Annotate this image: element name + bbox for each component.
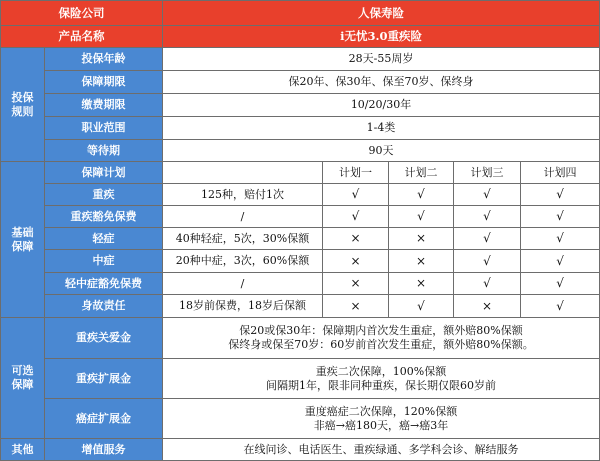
plan-4-mark: √ bbox=[521, 295, 600, 318]
plan-3-mark: √ bbox=[454, 184, 521, 206]
plan-3-mark: √ bbox=[454, 228, 521, 250]
plan-2-mark: √ bbox=[389, 184, 454, 206]
rule-label-term: 保障期限 bbox=[45, 71, 163, 94]
plan-1-mark: √ bbox=[323, 206, 389, 228]
plan-1-mark: × bbox=[323, 295, 389, 318]
basic-label: 重疾豁免保费 bbox=[45, 206, 163, 228]
optional-label: 重疾扩展金 bbox=[45, 359, 163, 399]
plan-3-mark: √ bbox=[454, 206, 521, 228]
plan-1-mark: × bbox=[323, 228, 389, 250]
basic-label: 轻中症豁免保费 bbox=[45, 273, 163, 295]
group-insure-rules-text: 投保规则 bbox=[11, 90, 34, 118]
basic-desc: 20种中症，3次，60%保额 bbox=[163, 250, 323, 273]
plan-header-row bbox=[1, 162, 600, 184]
basic-desc: / bbox=[163, 206, 323, 228]
basic-row-critical bbox=[1, 184, 600, 206]
plan-1-mark: √ bbox=[323, 184, 389, 206]
optional-line-2: 保终身或保至70岁：60岁前首次发生重症，额外赔80%保额。 bbox=[228, 338, 534, 351]
plan-3-mark: × bbox=[454, 295, 521, 318]
plan-4-header: 计划四 bbox=[521, 162, 600, 184]
company-value: 人保寿险 bbox=[163, 1, 600, 26]
rule-label-payment: 缴费期限 bbox=[45, 94, 163, 117]
plan-1-header: 计划一 bbox=[323, 162, 389, 184]
product-row bbox=[1, 26, 600, 48]
group-other: 其他 bbox=[1, 439, 45, 461]
basic-row-mild-waiver bbox=[1, 273, 600, 295]
rule-label-waiting: 等待期 bbox=[45, 140, 163, 162]
optional-desc bbox=[163, 359, 600, 399]
rule-value-term: 保20年、保30年、保至70岁、保终身 bbox=[163, 71, 600, 94]
basic-desc: / bbox=[163, 273, 323, 295]
plan-2-header: 计划二 bbox=[389, 162, 454, 184]
group-insure-rules bbox=[1, 48, 45, 162]
basic-row-mild bbox=[1, 228, 600, 250]
basic-row-moderate bbox=[1, 250, 600, 273]
other-value: 在线问诊、电话医生、重疾绿通、多学科会诊、解结服务 bbox=[163, 439, 600, 461]
basic-desc: 125种，赔付1次 bbox=[163, 184, 323, 206]
rule-row-occupation bbox=[1, 117, 600, 140]
company-label: 保险公司 bbox=[1, 1, 163, 26]
rule-row-payment bbox=[1, 94, 600, 117]
rule-value-age: 28天-55周岁 bbox=[163, 48, 600, 71]
rule-row-age bbox=[1, 48, 600, 71]
plan-4-mark: √ bbox=[521, 250, 600, 273]
plan-3-mark: √ bbox=[454, 250, 521, 273]
plan-3-mark: √ bbox=[454, 273, 521, 295]
basic-label: 身故责任 bbox=[45, 295, 163, 318]
plan-header-blank bbox=[163, 162, 323, 184]
plan-2-mark: × bbox=[389, 228, 454, 250]
plan-2-mark: √ bbox=[389, 295, 454, 318]
group-optional-text: 可选保障 bbox=[11, 364, 34, 391]
rule-value-occupation: 1-4类 bbox=[163, 117, 600, 140]
basic-row-death bbox=[1, 295, 600, 318]
basic-desc: 18岁前保费，18岁后保额 bbox=[163, 295, 323, 318]
rule-value-waiting: 90天 bbox=[163, 140, 600, 162]
optional-desc bbox=[163, 399, 600, 439]
basic-label: 轻症 bbox=[45, 228, 163, 250]
optional-label: 重疾关爱金 bbox=[45, 318, 163, 359]
optional-row-expand bbox=[1, 359, 600, 399]
rule-row-waiting bbox=[1, 140, 600, 162]
rule-row-term bbox=[1, 71, 600, 94]
optional-desc bbox=[163, 318, 600, 359]
plan-4-mark: √ bbox=[521, 228, 600, 250]
plan-4-mark: √ bbox=[521, 206, 600, 228]
other-row bbox=[1, 439, 600, 461]
optional-line-1: 重疾二次保障，100%保额 bbox=[315, 364, 447, 378]
basic-row-critical-waiver bbox=[1, 206, 600, 228]
plan-2-mark: × bbox=[389, 273, 454, 295]
plan-header-label: 保障计划 bbox=[45, 162, 163, 184]
product-label: 产品名称 bbox=[1, 26, 163, 48]
optional-row-care bbox=[1, 318, 600, 359]
basic-desc: 40种轻症，5次，30%保额 bbox=[163, 228, 323, 250]
plan-2-mark: × bbox=[389, 250, 454, 273]
optional-line-1: 重度癌症二次保障，120%保额 bbox=[304, 404, 458, 418]
group-basic bbox=[1, 162, 45, 318]
company-row bbox=[1, 1, 600, 26]
rule-label-age: 投保年龄 bbox=[45, 48, 163, 71]
optional-line-2: 间隔期1年，限非同种重疾，保长期仅限60岁前 bbox=[266, 378, 497, 392]
plan-2-mark: √ bbox=[389, 206, 454, 228]
group-basic-text: 基础保障 bbox=[11, 225, 34, 253]
plan-4-mark: √ bbox=[521, 273, 600, 295]
other-label: 增值服务 bbox=[45, 439, 163, 461]
plan-1-mark: × bbox=[323, 250, 389, 273]
optional-line-1: 保20或保30年：保障期内首次发生重症，额外赔80%保额 bbox=[239, 324, 523, 338]
plan-3-header: 计划三 bbox=[454, 162, 521, 184]
product-value: i无忧3.0重疾险 bbox=[163, 26, 600, 48]
basic-label: 重疾 bbox=[45, 184, 163, 206]
group-optional bbox=[1, 318, 45, 439]
basic-label: 中症 bbox=[45, 250, 163, 273]
plan-4-mark: √ bbox=[521, 184, 600, 206]
rule-label-occupation: 职业范围 bbox=[45, 117, 163, 140]
rule-value-payment: 10/20/30年 bbox=[163, 94, 600, 117]
optional-label: 癌症扩展金 bbox=[45, 399, 163, 439]
optional-line-2: 非癌→癌180天，癌→癌3年 bbox=[313, 418, 449, 432]
optional-row-cancer bbox=[1, 399, 600, 439]
plan-1-mark: × bbox=[323, 273, 389, 295]
